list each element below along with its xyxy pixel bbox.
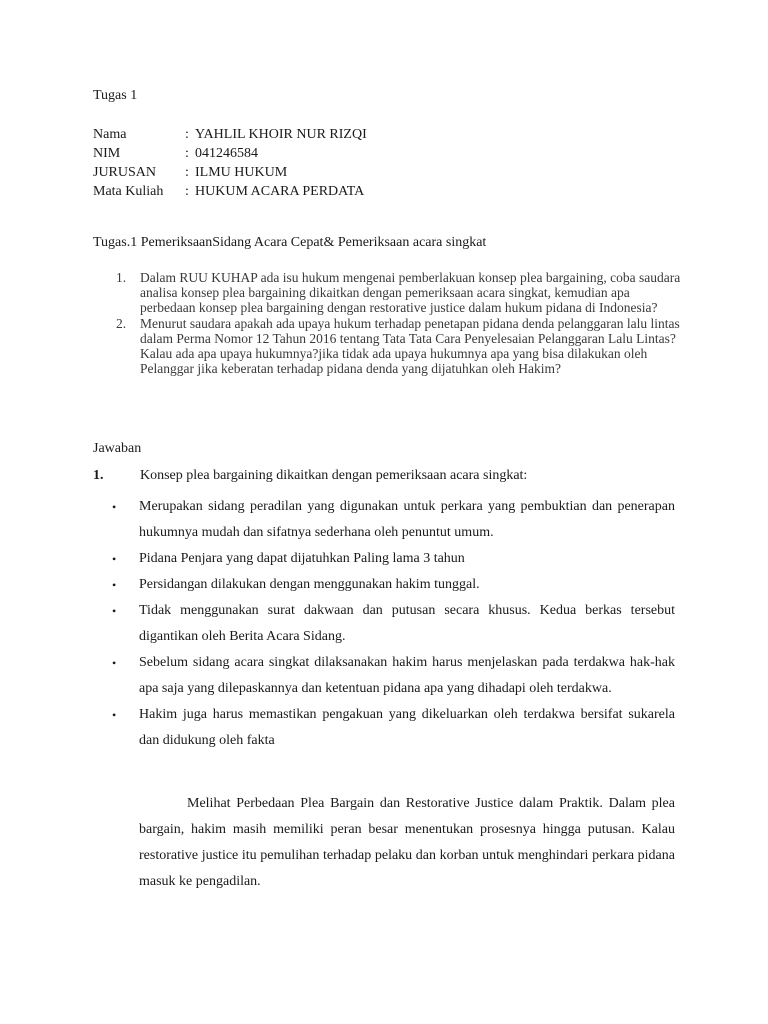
- conclusion-paragraph: Melihat Perbedaan Plea Bargain dan Restorative Justice dalam Praktik. Dalam plea bargain, hakim masih memiliki peran besar menentukan prosesnya hingga putusan. Kalau restorative justice itu pemulihan terhadap pelaku dan korban untuk menghindari perkara pidana masuk ke pengadilan.: [139, 796, 675, 889]
- answer-bullet-list: [112, 494, 675, 754]
- info-separator: :: [185, 184, 189, 199]
- info-value: HUKUM ACARA PERDATA: [195, 184, 365, 199]
- info-separator: :: [185, 127, 189, 142]
- info-row-mata-kuliah: [93, 182, 367, 201]
- student-info: [93, 125, 367, 201]
- info-label: JURUSAN: [93, 165, 157, 180]
- question-text: Menurut saudara apakah ada upaya hukum terhadap penetapan pidana denda pelanggaran lalu lintas dalam Perma Nomor 12 Tahun 2016 tentang Tata Tata Cara Penyelesaian Pelanggaran Lalu Lintas? Kalau ada apa upaya hukumnya?jika tidak ada upaya hukumnya apa yang bisa dilakukan oleh Pelanggar jika keberatan terhadap pidana denda yang dijatuhkan oleh Hakim?: [140, 315, 680, 377]
- bullet-text: Sebelum sidang acara singkat dilaksanakan hakim harus menjelaskan pada terdakwa hak-hak apa saja yang dilepaskannya dan ketentuan pidana apa yang dihadapi oleh terdakwa.: [139, 655, 675, 696]
- info-row-nama: [93, 125, 367, 144]
- info-label: NIM: [93, 146, 121, 161]
- bullet-item: [112, 494, 675, 546]
- answer-heading-text: Konsep plea bargaining dikaitkan dengan pemeriksaan acara singkat:: [140, 468, 528, 483]
- question-text: Dalam RUU KUHAP ada isu hukum mengenai pemberlakuan konsep plea bargaining, coba saudara analisa konsep plea bargaining dikaitkan dengan pemeriksaan acara singkat, kemudian apa perbedaan konsep plea bargaining dengan restorative justice dalam hukum pidana di Indonesia?: [140, 270, 681, 316]
- answer-heading-number: 1.: [93, 468, 104, 483]
- bullet-icon: •: [112, 604, 117, 618]
- bullet-icon: •: [112, 708, 117, 722]
- bullet-item: [112, 572, 675, 598]
- answer-label: Jawaban: [93, 441, 142, 456]
- bullet-text: Merupakan sidang peradilan yang digunakan untuk perkara yang pembuktian dan penerapan hukumnya mudah dan sifatnya sederhana oleh penuntut umum.: [139, 499, 675, 540]
- info-row-jurusan: [93, 163, 367, 182]
- info-value: ILMU HUKUM: [195, 165, 288, 180]
- bullet-icon: •: [112, 656, 117, 670]
- task-title: Tugas.1 PemeriksaanSidang Acara Cepat& Pemeriksaan acara singkat: [93, 235, 487, 250]
- document-title: Tugas 1: [93, 88, 138, 103]
- question-item: [108, 270, 683, 316]
- bullet-text: Persidangan dilakukan dengan menggunakan hakim tunggal.: [139, 577, 480, 592]
- info-label: Mata Kuliah: [93, 184, 164, 199]
- bullet-item: [112, 598, 675, 650]
- bullet-text: Pidana Penjara yang dapat dijatuhkan Paling lama 3 tahun: [139, 551, 465, 566]
- bullet-icon: •: [112, 500, 117, 514]
- bullet-text: Hakim juga harus memastikan pengakuan yang dikeluarkan oleh terdakwa bersifat sukarela dan didukung oleh fakta: [139, 707, 675, 748]
- info-separator: :: [185, 146, 189, 161]
- bullet-icon: •: [112, 552, 117, 566]
- bullet-item: [112, 546, 675, 572]
- info-label: Nama: [93, 127, 127, 142]
- question-number: 2.: [116, 315, 127, 331]
- bullet-icon: •: [112, 578, 117, 592]
- info-row-nim: [93, 144, 367, 163]
- info-value: 041246584: [195, 146, 258, 161]
- info-value: YAHLIL KHOIR NUR RIZQI: [195, 127, 367, 142]
- bullet-item: [112, 650, 675, 702]
- bullet-text: Tidak menggunakan surat dakwaan dan putusan secara khusus. Kedua berkas tersebut digantikan oleh Berita Acara Sidang.: [139, 603, 675, 644]
- bullet-item: [112, 702, 675, 754]
- info-separator: :: [185, 165, 189, 180]
- question-number: 1.: [116, 270, 127, 285]
- answer-heading: [93, 468, 527, 484]
- question-list: [108, 270, 683, 376]
- question-item: [108, 316, 683, 377]
